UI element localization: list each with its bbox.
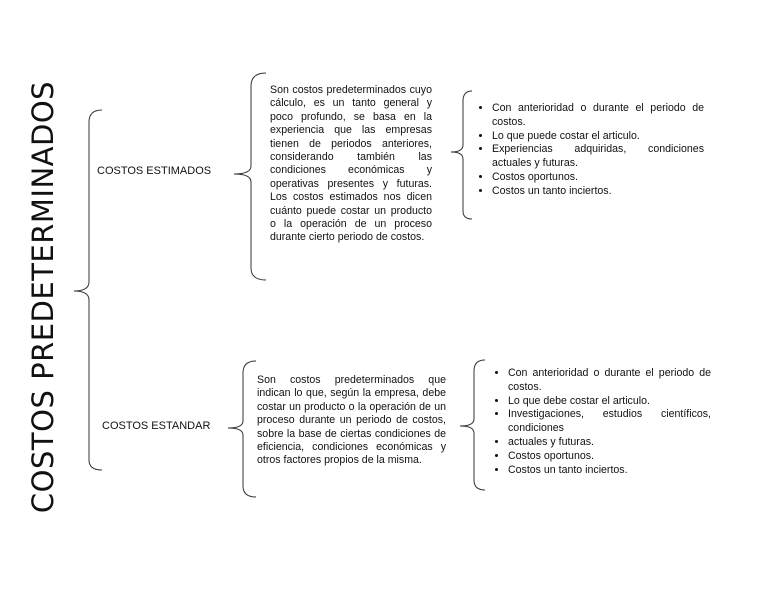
list-item: • Lo que puede costar el articulo. [492,130,704,144]
main-brace [74,110,102,470]
list-item: • actuales y futuras. [508,436,711,450]
estimados-description-brace [234,73,266,280]
list-item: • Investigaciones, estudios científicos, condiciones [508,408,711,436]
page-title: COSTOS PREDETERMINADOS [26,80,60,514]
list-item: • Con anterioridad o durante el periodo de costos. [492,102,704,130]
characteristics-list-estimados [473,102,704,199]
list-item: • Costos un tanto inciertos. [492,185,704,199]
estandar-description-brace [228,361,256,497]
list-item: • Experiencias adquiridas, condiciones actuales y futuras. [492,143,704,171]
characteristics-list-estandar [489,367,711,477]
description-estandar: Son costos predeterminados que indican lo que, según la empresa, debe costar un producto o la operación de un proceso durante un periodo de costos, sobre la base de ciertas condiciones de eficiencia, condiciones económicas y otros factores propios de la misma. [257,374,446,467]
branch-label-estimados: COSTOS ESTIMADOS [97,165,212,177]
list-item: • Costos oportunos. [492,171,704,185]
list-item: • Costos un tanto inciertos. [508,464,711,478]
branch-label-estandar: COSTOS ESTANDAR [102,420,211,432]
description-estimados: Son costos predeterminados cuyo cálculo, es un tanto general y poco profundo, se basa en la experiencia que las empresas tienen de periodos anteriores, considerando también las condiciones económicas y operativas presentes y futuras. Los costos estimados nos dicen cuánto puede costar un producto o la operación de un proceso durante cierto periodo de costos. [270,84,432,244]
list-item: • Lo que debe costar el articulo. [508,395,711,409]
estandar-characteristics-brace [460,360,485,490]
estimados-characteristics-brace [451,91,472,219]
list-item: • Con anterioridad o durante el periodo de costos. [508,367,711,395]
list-item: • Costos oportunos. [508,450,711,464]
